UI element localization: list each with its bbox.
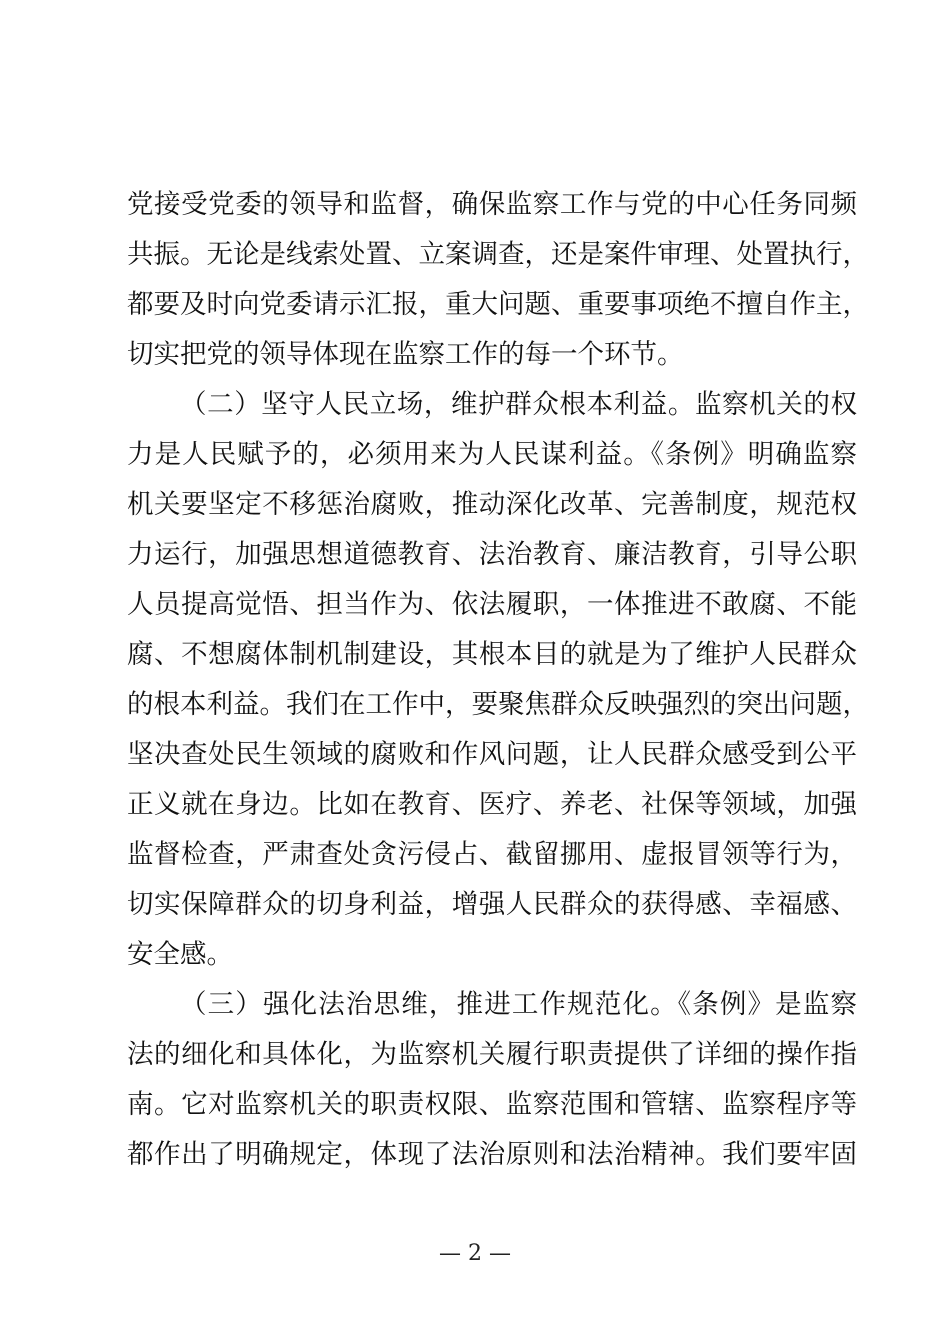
text-line: 共振。无论是线索处置、立案调查，还是案件审理、处置执行， (127, 239, 869, 270)
text-line: 南。它对监察机关的职责权限、监察范围和管辖、监察程序等 (127, 1089, 857, 1120)
section-heading-line: （二）坚守人民立场，维护群众根本利益。监察机关的权 (180, 389, 857, 420)
text-line: 都要及时向党委请示汇报，重大问题、重要事项绝不擅自作主， (127, 289, 869, 320)
text-line: 机关要坚定不移惩治腐败，推动深化改革、完善制度，规范权 (127, 489, 857, 520)
text-line: 法的细化和具体化，为监察机关履行职责提供了详细的操作指 (127, 1039, 857, 1070)
text-line: 腐、不想腐体制机制建设，其根本目的就是为了维护人民群众 (127, 639, 857, 670)
text-line: 切实保障群众的切身利益，增强人民群众的获得感、幸福感、 (127, 889, 857, 920)
page-number: — 2 — (439, 1241, 511, 1266)
text-line: 正义就在身边。比如在教育、医疗、养老、社保等领域，加强 (127, 789, 857, 820)
text-line: 力运行，加强思想道德教育、法治教育、廉洁教育，引导公职 (127, 539, 857, 570)
text-line: 都作出了明确规定，体现了法治原则和法治精神。我们要牢固 (127, 1139, 857, 1170)
text-line: 安全感。 (127, 939, 233, 970)
text-line: 监督检查，严肃查处贪污侵占、截留挪用、虚报冒领等行为， (127, 839, 857, 870)
text-line: 党接受党委的领导和监督，确保监察工作与党的中心任务同频 (127, 189, 857, 220)
text-line: 力是人民赋予的，必须用来为人民谋利益。《条例》明确监察 (127, 439, 857, 470)
text-line: 坚决查处民生领域的腐败和作风问题，让人民群众感受到公平 (127, 739, 857, 770)
section-heading-line: （三）强化法治思维，推进工作规范化。《条例》是监察 (180, 989, 857, 1020)
text-line: 的根本利益。我们在工作中，要聚焦群众反映强烈的突出问题， (127, 689, 869, 720)
text-line: 人员提高觉悟、担当作为、依法履职，一体推进不敢腐、不能 (127, 589, 857, 620)
text-line: 切实把党的领导体现在监察工作的每一个环节。 (127, 339, 684, 370)
